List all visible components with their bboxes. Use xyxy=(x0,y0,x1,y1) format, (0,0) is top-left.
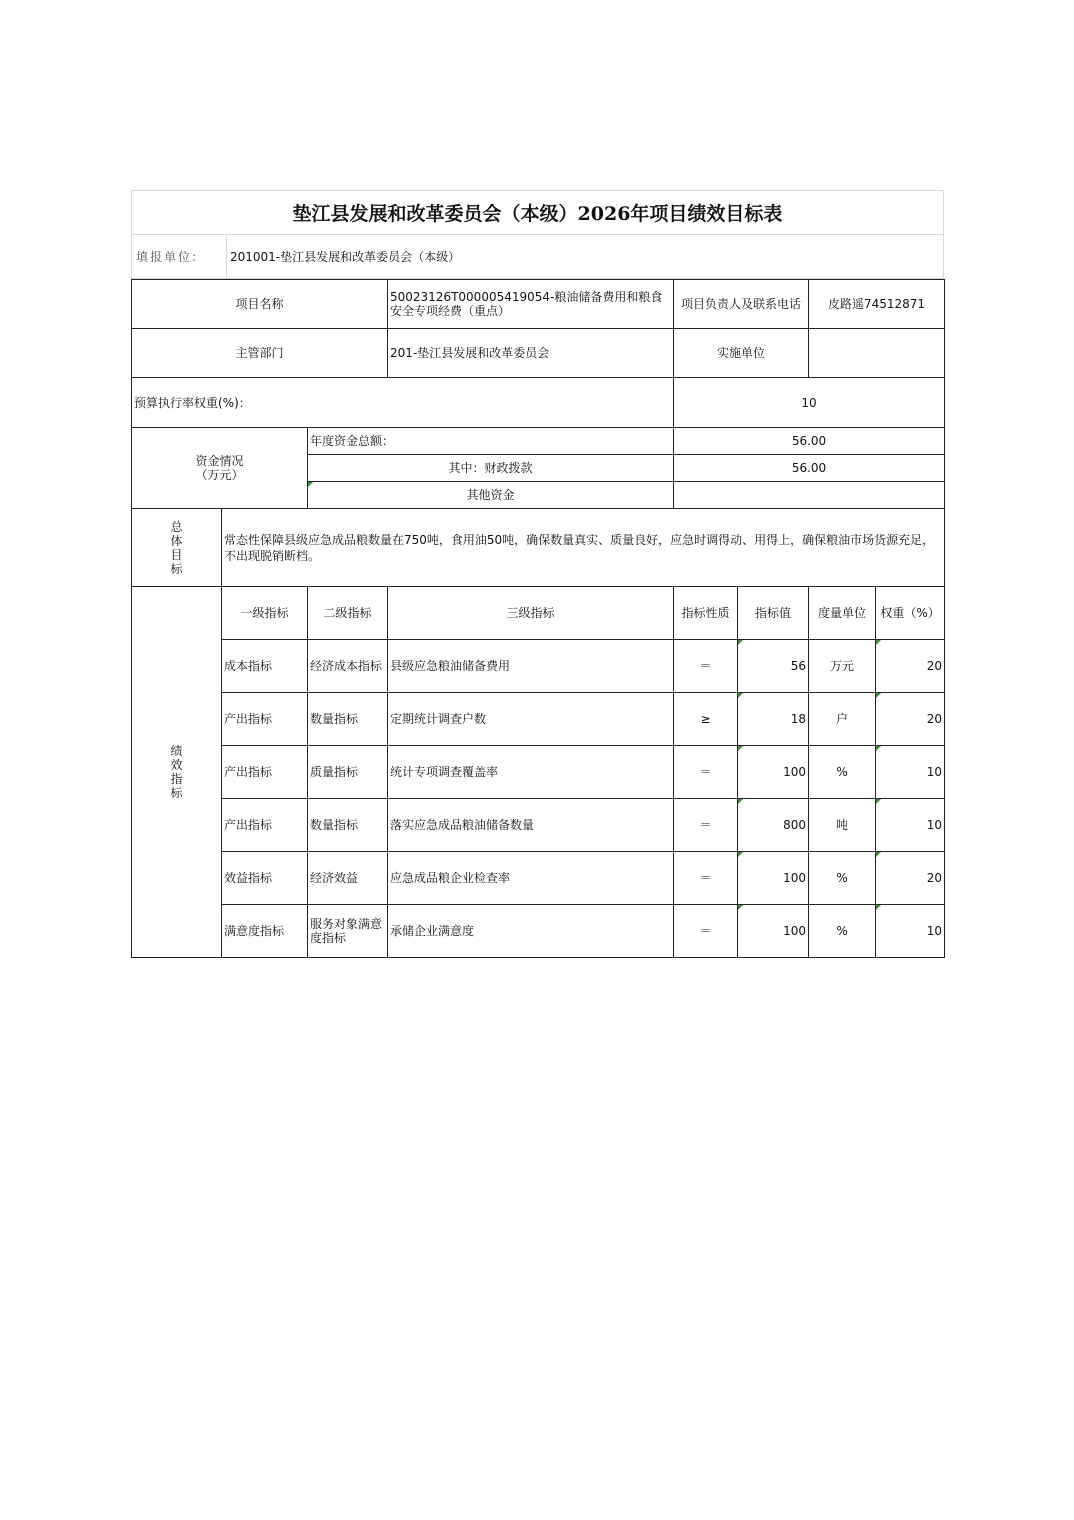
indicator-level3: 县级应急粮油储备费用 xyxy=(388,640,674,693)
overall-goal-label xyxy=(132,509,222,587)
header-nature: 指标性质 xyxy=(674,587,738,640)
sheet-title: 垫江县发展和改革委员会（本级）2026年项目绩效目标表 xyxy=(131,190,944,234)
header-level1: 一级指标 xyxy=(222,587,308,640)
header-value: 指标值 xyxy=(738,587,809,640)
indicator-level2: 经济成本指标 xyxy=(308,640,388,693)
budget-weight-value: 10 xyxy=(674,378,945,428)
indicator-value: 56 xyxy=(738,640,809,693)
indicator-level2: 数量指标 xyxy=(308,693,388,746)
indicator-nature: ≥ xyxy=(674,693,738,746)
indicator-weight: 20 xyxy=(876,693,945,746)
funds-fiscal-value: 56.00 xyxy=(674,455,945,482)
table-row xyxy=(132,852,945,905)
table-row xyxy=(132,640,945,693)
indicator-level1: 产出指标 xyxy=(222,746,308,799)
indicator-unit: 万元 xyxy=(809,640,876,693)
funds-other-value xyxy=(674,482,945,509)
indicator-value: 18 xyxy=(738,693,809,746)
indicators-label-char: 指 xyxy=(170,772,183,786)
performance-target-sheet xyxy=(131,190,944,958)
funds-label-line2: （万元） xyxy=(195,468,244,482)
table-row xyxy=(132,799,945,852)
indicator-level2: 质量指标 xyxy=(308,746,388,799)
impl-unit-value xyxy=(809,329,945,378)
indicator-unit: % xyxy=(809,905,876,958)
table-row xyxy=(132,693,945,746)
indicator-value: 800 xyxy=(738,799,809,852)
impl-unit-label: 实施单位 xyxy=(674,329,809,378)
overall-goal-label-char: 标 xyxy=(170,561,183,576)
header-level2: 二级指标 xyxy=(308,587,388,640)
indicator-weight: 10 xyxy=(876,746,945,799)
overall-goal-text: 常态性保障县级应急成品粮数量在750吨，食用油50吨，确保数量真实、质量良好，应急时调得动、用得上，确保粮油市场货源充足，不出现脱销断档。 xyxy=(222,509,945,587)
contact-label: 项目负责人及联系电话 xyxy=(674,280,809,329)
indicator-level2: 数量指标 xyxy=(308,799,388,852)
indicator-value: 100 xyxy=(738,905,809,958)
filler-unit-value: 201001-垫江县发展和改革委员会（本级） xyxy=(230,250,461,264)
funds-label xyxy=(132,428,308,509)
contact-value: 皮路遥74512871 xyxy=(809,280,945,329)
header-unit: 度量单位 xyxy=(809,587,876,640)
indicator-nature: ＝ xyxy=(674,799,738,852)
indicator-weight: 10 xyxy=(876,905,945,958)
indicator-unit: 吨 xyxy=(809,799,876,852)
header-weight: 权重（%） xyxy=(876,587,945,640)
dept-label: 主管部门 xyxy=(132,329,388,378)
indicator-nature: ＝ xyxy=(674,640,738,693)
overall-goal-label-char: 目 xyxy=(170,547,183,562)
funds-total-value: 56.00 xyxy=(674,428,945,455)
indicator-level3: 落实应急成品粮油储备数量 xyxy=(388,799,674,852)
dept-value: 201-垫江县发展和改革委员会 xyxy=(388,329,674,378)
indicator-unit: % xyxy=(809,852,876,905)
indicators-label-char: 效 xyxy=(170,758,183,772)
indicator-weight: 10 xyxy=(876,799,945,852)
table-row xyxy=(132,905,945,958)
indicator-weight: 20 xyxy=(876,852,945,905)
header-level3: 三级指标 xyxy=(388,587,674,640)
funds-total-label: 年度资金总额： xyxy=(308,428,674,455)
indicator-level3: 定期统计调查户数 xyxy=(388,693,674,746)
indicator-value: 100 xyxy=(738,746,809,799)
indicator-level3: 统计专项调查覆盖率 xyxy=(388,746,674,799)
indicator-level2: 服务对象满意度指标 xyxy=(308,905,388,958)
indicator-level3: 承储企业满意度 xyxy=(388,905,674,958)
indicator-level1: 效益指标 xyxy=(222,852,308,905)
filler-unit-label: 填报单位: xyxy=(132,235,227,278)
indicator-level1: 产出指标 xyxy=(222,799,308,852)
indicator-unit: 户 xyxy=(809,693,876,746)
project-name-value: 50023126T000005419054-粮油储备费用和粮食安全专项经费（重点） xyxy=(388,280,674,329)
project-name-label: 项目名称 xyxy=(132,280,388,329)
indicator-nature: ＝ xyxy=(674,746,738,799)
filler-unit-row xyxy=(131,234,944,279)
indicators-label-char: 绩 xyxy=(170,744,183,758)
indicator-level1: 满意度指标 xyxy=(222,905,308,958)
indicators-label-char: 标 xyxy=(170,786,183,800)
indicator-level2: 经济效益 xyxy=(308,852,388,905)
table-row xyxy=(132,746,945,799)
funds-label-line1: 资金情况 xyxy=(195,454,244,468)
indicator-unit: % xyxy=(809,746,876,799)
indicator-level1: 产出指标 xyxy=(222,693,308,746)
funds-fiscal-label: 其中：财政拨款 xyxy=(308,455,674,482)
target-table xyxy=(131,279,945,958)
indicator-nature: ＝ xyxy=(674,905,738,958)
budget-weight-label: 预算执行率权重(%)： xyxy=(132,378,674,428)
indicator-nature: ＝ xyxy=(674,852,738,905)
indicators-label xyxy=(132,587,222,958)
indicator-weight: 20 xyxy=(876,640,945,693)
indicator-level1: 成本指标 xyxy=(222,640,308,693)
indicator-value: 100 xyxy=(738,852,809,905)
overall-goal-label-char: 总 xyxy=(170,519,183,534)
funds-other-label: 其他资金 xyxy=(308,482,674,509)
indicator-level3: 应急成品粮企业检查率 xyxy=(388,852,674,905)
overall-goal-label-char: 体 xyxy=(170,533,183,548)
